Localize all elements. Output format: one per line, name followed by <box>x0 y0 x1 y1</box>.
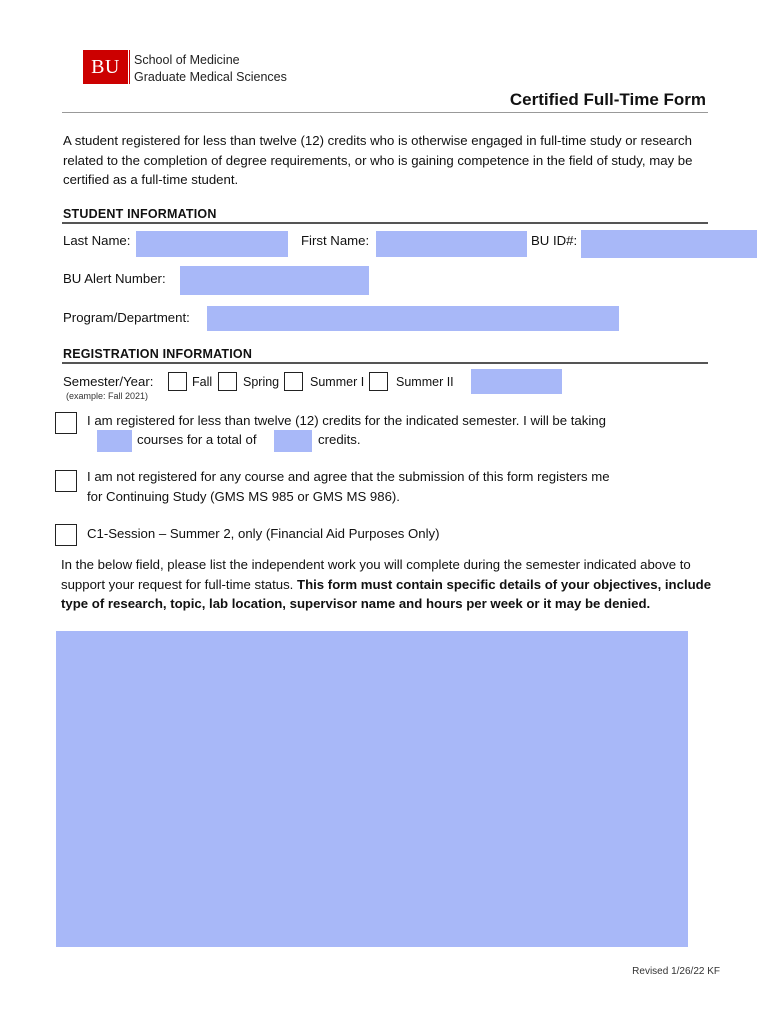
school-name <box>134 52 287 86</box>
bu-id-field[interactable] <box>581 230 757 258</box>
bu-id-label: BU ID#: <box>531 233 578 248</box>
less-than-twelve-checkbox[interactable] <box>55 412 77 434</box>
option2-line2: for Continuing Study (GMS MS 985 or GMS MS 986). <box>87 489 400 504</box>
work-instructions-bold: This form must contain specific details of your objectives, include type of research, topic, lab location, supervisor name and hours per week or it may be denied. <box>61 576 712 611</box>
logo-divider <box>129 50 130 84</box>
option3-label: C1-Session – Summer 2, only (Financial Aid Purposes Only) <box>87 526 440 541</box>
program-field[interactable] <box>207 306 619 331</box>
alert-number-field[interactable] <box>180 266 369 295</box>
fall-checkbox[interactable] <box>168 372 187 391</box>
revised-note: Revised 1/26/22 KF <box>632 966 720 977</box>
program-label: Program/Department: <box>63 310 190 325</box>
alert-number-label: BU Alert Number: <box>63 271 166 286</box>
summer-ii-label: Summer II <box>396 375 454 389</box>
title-rule <box>62 112 708 113</box>
work-instructions <box>61 555 721 614</box>
semester-year-field[interactable] <box>471 369 562 394</box>
form-title: Certified Full-Time Form <box>509 90 706 109</box>
student-info-rule <box>62 222 708 224</box>
summer-ii-checkbox[interactable] <box>369 372 388 391</box>
option2-line1: I am not registered for any course and agree that the submission of this form registers me <box>87 469 610 484</box>
spring-checkbox[interactable] <box>218 372 237 391</box>
option1-end: credits. <box>318 432 361 447</box>
intro-text: A student registered for less than twelve (12) credits who is otherwise engaged in full-time study or research related to the completion of degree requirements, or who is gaining competence in the field of study, may be certified as a full-time student. <box>63 133 693 187</box>
semester-label: Semester/Year: <box>63 374 154 389</box>
option1-mid: courses for a total of <box>137 432 257 447</box>
option1-line1: I am registered for less than twelve (12) credits for the indicated semester. I will be taking <box>87 413 606 428</box>
summer-i-label: Summer I <box>310 375 365 389</box>
last-name-field[interactable] <box>136 231 288 257</box>
student-info-heading: STUDENT INFORMATION <box>63 207 217 221</box>
school-line1: School of Medicine <box>134 53 240 67</box>
registration-heading: REGISTRATION INFORMATION <box>63 347 253 361</box>
bu-logo <box>83 50 128 84</box>
registration-rule <box>62 362 708 364</box>
fall-label: Fall <box>192 375 213 389</box>
school-line2: Graduate Medical Sciences <box>134 70 287 84</box>
courses-count-field[interactable] <box>97 430 132 452</box>
credits-total-field[interactable] <box>274 430 312 452</box>
spring-label: Spring <box>243 375 280 389</box>
last-name-label: Last Name: <box>63 233 131 248</box>
first-name-label: First Name: <box>301 233 370 248</box>
c1-session-checkbox[interactable] <box>55 524 77 546</box>
logo-text: BU <box>91 55 120 78</box>
summer-i-checkbox[interactable] <box>284 372 303 391</box>
work-instructions-plain: In the below field, please list the independent work you will complete during the semester indicated above to support your request for full-time status. <box>61 557 691 592</box>
first-name-field[interactable] <box>376 231 527 257</box>
continuing-study-checkbox[interactable] <box>55 470 77 492</box>
semester-example: (example: Fall 2021) <box>66 391 149 401</box>
independent-work-textarea[interactable] <box>56 631 688 947</box>
